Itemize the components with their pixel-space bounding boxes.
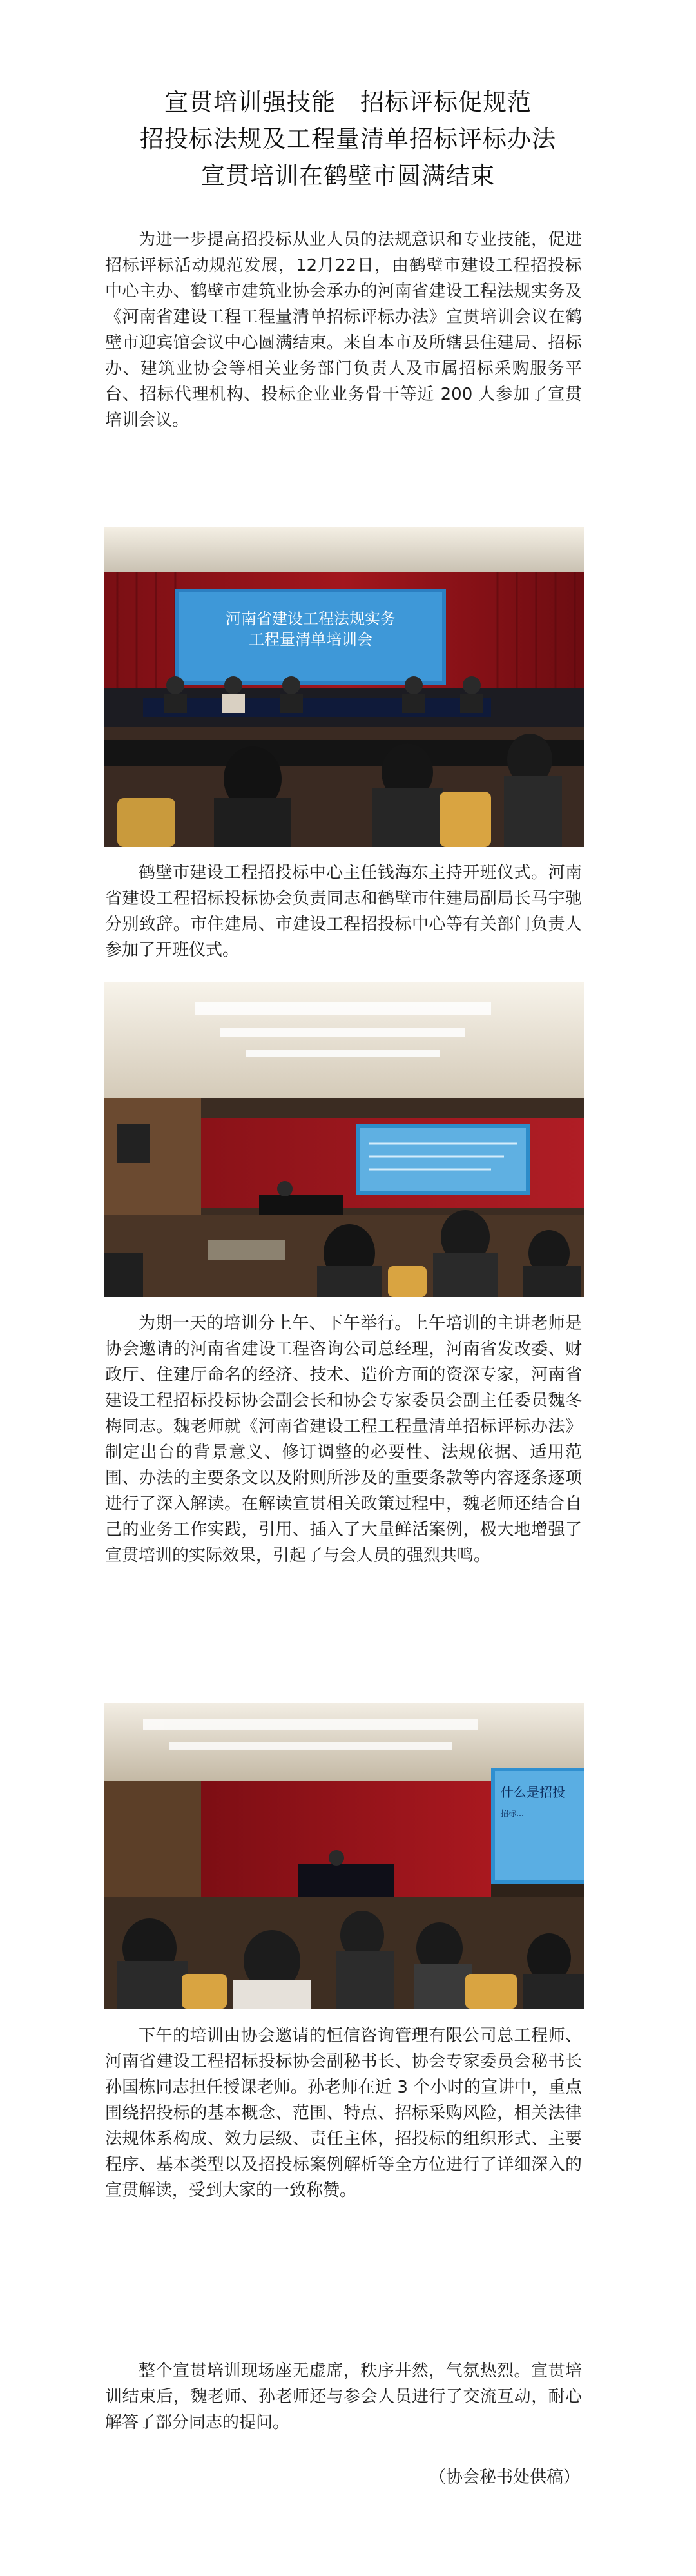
banner-line-1: 河南省建设工程法规实务	[226, 610, 396, 628]
paragraph-afternoon: 下午的培训由协会邀请的恒信咨询管理有限公司总工程师、河南省建设工程招标投标协会副秘书长、协会专家委员会秘书长孙国栋同志担任授课老师。孙老师在近 3 个小时的宣讲中，重点围绕招投标的基本概念、范围、特点、招标采购风险，相关法律法规体系构成、效力层级、责任主体，招投标的组织形式、主要程序、基本类型以及招投标案例解析等全方位进行了详细深入的宣贯解读，受到大家的一致称赞。	[105, 2026, 582, 2200]
article-signature: （协会秘书处供稿）	[429, 2468, 580, 2487]
screen-text-line-1: 什么是招投	[501, 1784, 565, 1800]
paragraph-opening: 鹤壁市建设工程招投标中心主任钱海东主持开班仪式。河南省建设工程招标投标协会负责同志和鹤壁市住建局副局长马宇驰分别致辞。市住建局、市建设工程招投标中心等有关部门负责人参加了开班仪式。	[105, 863, 582, 960]
photo-opening-ceremony	[104, 527, 584, 847]
title-line-1: 宣贯培训强技能 招标评标促规范	[164, 88, 532, 116]
photo-morning-lecture	[104, 982, 584, 1297]
article-title	[0, 84, 696, 194]
banner-line-2: 工程量清单培训会	[249, 630, 372, 649]
paragraph-morning: 为期一天的培训分上午、下午举行。上午培训的主讲老师是协会邀请的河南省建设工程咨询公司总经理，河南省发改委、财政厅、住建厅命名的经济、技术、造价方面的资深专家，河南省建设工程招标投标协会副会长和协会专家委员会副主任委员魏冬梅同志。魏老师就《河南省建设工程工程量清单招标评标办法》制定出台的背景意义、修订调整的必要性、法规依据、适用范围、办法的主要条文以及附则所涉及的重要条款等内容逐条逐项进行了深入解读。在解读宣贯相关政策过程中，魏老师还结合自己的业务工作实践，引用、插入了大量鲜活案例，极大地增强了宣贯培训的实际效果，引起了与会人员的强烈共鸣。	[105, 1314, 582, 1565]
screen-text-line-2: 招标…	[501, 1809, 525, 1818]
photo-afternoon-lecture	[104, 1703, 584, 2009]
title-line-2: 招投标法规及工程量清单招标评标办法	[140, 125, 556, 153]
paragraph-closing: 整个宣贯培训现场座无虚席，秩序井然，气氛热烈。宣贯培训结束后，魏老师、孙老师还与参会人员进行了交流互动，耐心解答了部分同志的提问。	[105, 2361, 582, 2432]
title-line-3: 宣贯培训在鹤壁市圆满结束	[201, 162, 495, 190]
paragraph-intro: 为进一步提高招投标从业人员的法规意识和专业技能，促进招标评标活动规范发展，12月22日，由鹤壁市建设工程招投标中心主办、鹤壁市建筑业协会承办的河南省建设工程法规实务及《河南省建设工程工程量清单招标评标办法》宣贯培训会议在鹤壁市迎宾馆会议中心圆满结束。来自本市及所辖县住建局、招标办、建筑业协会等相关业务部门负责人及市属招标采购服务平台、招标代理机构、投标企业业务骨干等近 200 人参加了宣贯培训会议。	[105, 230, 582, 430]
